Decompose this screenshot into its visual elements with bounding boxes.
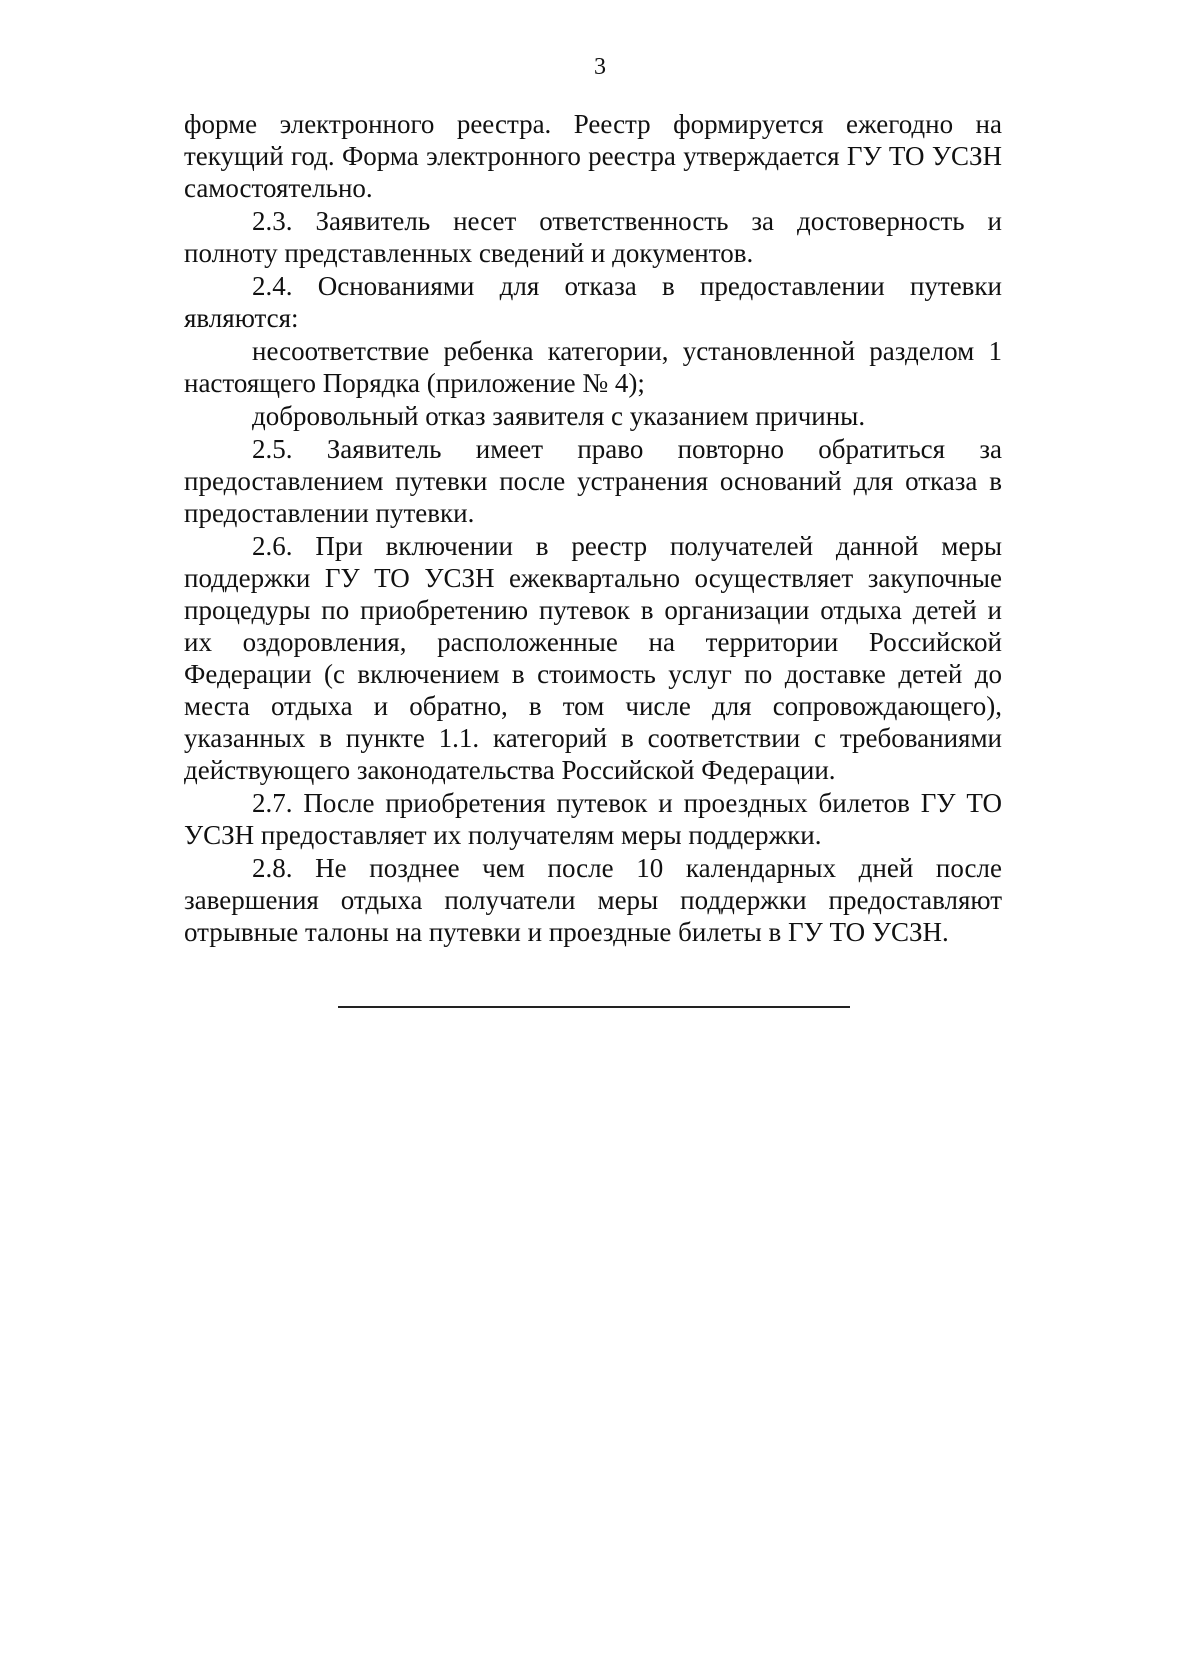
end-of-document-rule (338, 1006, 850, 1008)
paragraph-2-4-item-2: добровольный отказ заявителя с указанием причины. (252, 401, 866, 431)
paragraph-2-4-item-1: несоответствие ребенка категории, установленной разделом 1 настоящего Порядка (приложение № 4); (184, 336, 1002, 398)
paragraph-2-3: 2.3. Заявитель несет ответственность за достоверность и полноту представленных сведений и документов. (184, 206, 1002, 268)
page-number: 3 (594, 54, 606, 80)
paragraph-2-8: 2.8. Не позднее чем после 10 календарных дней после завершения отдыха получатели меры поддержки предоставляют отрывные талоны на путевки и проездные билеты в ГУ ТО УСЗН. (184, 853, 1002, 947)
paragraph-2-5: 2.5. Заявитель имеет право повторно обратиться за предоставлением путевки после устранения оснований для отказа в предоставлении путевки. (184, 434, 1002, 528)
paragraph-2-6: 2.6. При включении в реестр получателей данной меры поддержки ГУ ТО УСЗН ежеквартально осуществляет закупочные процедуры по приобретению путевок в организации отдыха детей и их оздоровления, расположенные на территории Российской Федерации (с включением в стоимость услуг по доставке детей до места отдыха и обратно, в том числе для сопровождающего), указанных в пункте 1.1. категорий в соответствии с требованиями действующего законодательства Российской Федерации. (184, 531, 1002, 785)
paragraph-2-4: 2.4. Основаниями для отказа в предоставлении путевки являются: (184, 271, 1002, 333)
document-body (184, 108, 1002, 949)
paragraph-2-7: 2.7. После приобретения путевок и проездных билетов ГУ ТО УСЗН предоставляет их получателям меры поддержки. (184, 788, 1002, 850)
paragraph-continuation: форме электронного реестра. Реестр формируется ежегодно на текущий год. Форма электронного реестра утверждается ГУ ТО УСЗН самостоятельно. (184, 109, 1002, 203)
